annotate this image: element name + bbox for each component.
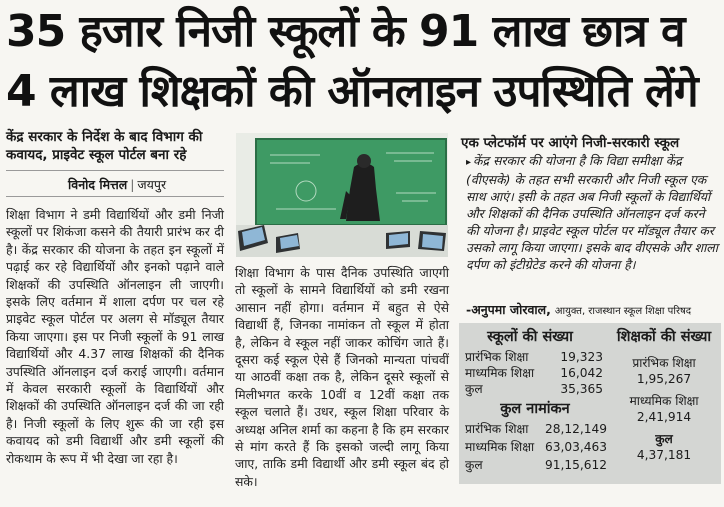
bullet-triangle-icon: ▸ xyxy=(466,157,472,168)
attribution-name: -अनुपमा जोरवाल, xyxy=(466,302,551,317)
enrollment-row-label: माध्यमिक शिक्षा xyxy=(465,440,535,454)
stats-box xyxy=(459,323,721,484)
schools-row-value: 19,323 xyxy=(560,350,603,364)
schools-row-value: 16,042 xyxy=(560,366,603,380)
enrollment-row-value: 91,15,612 xyxy=(544,458,607,472)
enrollment-row-value: 63,03,463 xyxy=(544,440,607,454)
right-story-text: केंद्र सरकार की योजना है कि विद्या समीक्षा केंद्र (वीएसके) के तहत सभी सरकारी और निजी स्कूल एक साथ आएं। इसी के तहत अब निजी स्कूलों के विद्यार्थियों और शिक्षकों की दैनिक उपस्थिति ऑनलाइन दर्ज करने की योजना है। प्राइवेट स्कूल पोर्टल पर मॉड्यूल तैयार कर उसको लागू किया जाएगा। इसके बाद वीएसके और शाला दर्पण को इंटीग्रेटेड करने की योजना है। xyxy=(466,153,718,272)
dateline-location: जयपुर xyxy=(137,177,167,192)
teachers-row-value: 1,95,267 xyxy=(636,372,692,386)
headline-line-2: 4 लाख शिक्षकों की ऑनलाइन उपस्थिति लेंगे xyxy=(6,66,698,117)
enrollment-row-label: प्रारंभिक शिक्षा xyxy=(465,422,529,436)
schools-row-label: माध्यमिक शिक्षा xyxy=(465,366,535,380)
byline: विनोद मित्तल | जयपुर xyxy=(68,177,167,192)
left-subhead: केंद्र सरकार के निर्देश के बाद विभाग की कवायद, प्राइवेट स्कूल पोर्टल बना रहे xyxy=(6,129,203,163)
right-subhead: एक प्लेटफॉर्म पर आएंगे निजी-सरकारी स्कूल xyxy=(461,135,680,151)
enrollment-row-label: कुल xyxy=(465,458,483,472)
teachers-row-label: माध्यमिक शिक्षा xyxy=(629,394,699,408)
teachers-row-value: 2,41,914 xyxy=(636,410,692,424)
classroom-photo xyxy=(236,133,448,257)
story-body-column-1: शिक्षा विभाग ने डमी विद्यार्थियों और डमी निजी स्कूलों पर शिकंजा कसने की तैयारी प्रारंभ कर दी है। केंद्र सरकार की योजना के तहत इन स्कूलों में पढ़ाई कर रहे विद्यार्थियों और इनको पढ़ाने वाले शिक्षकों की उपस्थिति ऑनलाइन ली जाएगी। इसके लिए वर्तमान में शाला दर्पण पर चल रहे प्राइवेट स्कूल पोर्टल पर अलग से मॉड्यूल तैयार किया जाएगा। इस पर निजी स्कूलों के 91 लाख विद्यार्थियों और 4.37 लाख शिक्षकों की दैनिक उपस्थिति ऑनलाइन दर्ज कराई जाएगी। वर्तमान में केवल सरकारी स्कूलों के विद्यार्थियों और शिक्षकों की उपस्थिति ऑनलाइन दर्ज की जा रही है। निजी स्कूलों के लिए शुरू की जा रही इस कवायद को डमी विद्यार्थी और डमी स्कूलों की रोकथाम के रूप में भी देखा जा रहा है। xyxy=(6,207,224,466)
schools-row-label: कुल xyxy=(465,382,483,396)
author-name: विनोद मित्तल xyxy=(68,177,128,192)
teachers-row-label: कुल xyxy=(655,432,673,446)
teachers-title: शिक्षकों की संख्या xyxy=(616,329,712,345)
enrollment-title: कुल नामांकन xyxy=(500,401,570,417)
attribution-role: आयुक्त, राजस्थान स्कूल शिक्षा परिषद xyxy=(554,306,692,317)
schools-title: स्कूलों की संख्या xyxy=(487,329,573,345)
teacher-at-chalkboard-illustration xyxy=(236,133,448,257)
divider xyxy=(6,170,224,171)
schools-row-label: प्रारंभिक शिक्षा xyxy=(465,350,529,364)
divider xyxy=(6,196,224,197)
quote-attribution xyxy=(466,301,724,318)
teachers-row-value: 4,37,181 xyxy=(636,448,692,462)
right-story-body xyxy=(466,152,718,273)
story-body-column-2: शिक्षा विभाग के पास दैनिक उपस्थिति जाएगी तो स्कूलों के सामने विद्यार्थियों को डमी रखना आसान नहीं होगा। वर्तमान में बहुत से ऐसे विद्यार्थी हैं, जिनका नामांकन तो स्कूल में होता है, लेकिन वे स्कूल नहीं जाकर कोचिंग जाते हैं। दूसरा कई स्कूल ऐसे हैं जिनको मान्यता पांचवीं या आठवीं कक्षा तक है, लेकिन दूसरे स्कूलों से मिलीभगत करके 10वीं व 12वीं कक्षा तक स्कूल चलाते हैं। उधर, स्कूल शिक्षा परिवार के अध्यक्ष अनिल शर्मा का कहना है कि हम सरकार से मांग करते हैं कि इसको जल्दी लागू किया जाए, ताकि डमी विद्यार्थी और डमी स्कूल बंद हो सके। xyxy=(235,265,449,489)
enrollment-row-value: 28,12,149 xyxy=(544,422,607,436)
schools-row-value: 35,365 xyxy=(560,382,603,396)
teachers-row-label: प्रारंभिक शिक्षा xyxy=(632,356,696,370)
headline-line-1: 35 हजार निजी स्कूलों के 91 लाख छात्र व xyxy=(6,6,685,57)
